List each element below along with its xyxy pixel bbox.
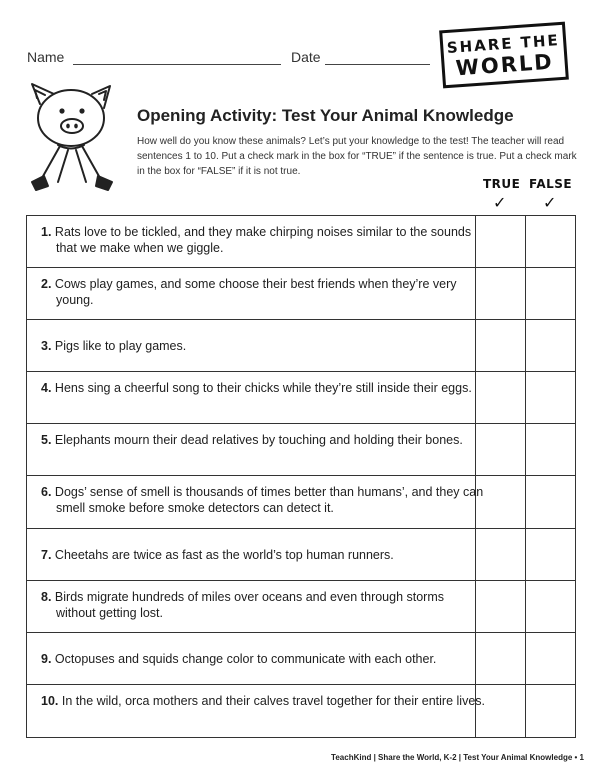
true-checkbox[interactable] bbox=[476, 216, 525, 267]
question-text: 5. Elephants mourn their dead relatives by touching and holding their bones. bbox=[41, 433, 463, 447]
name-label: Name bbox=[27, 49, 65, 65]
page-footer: TeachKind | Share the World, K-2 | Test Your Animal Knowledge • 1 bbox=[331, 753, 584, 762]
true-checkbox[interactable] bbox=[476, 529, 525, 580]
table-row bbox=[27, 216, 575, 268]
true-checkbox[interactable] bbox=[476, 320, 525, 371]
false-column-header: FALSE bbox=[529, 177, 573, 191]
true-checkbox[interactable] bbox=[476, 633, 525, 684]
question-text: 3. Pigs like to play games. bbox=[41, 339, 187, 353]
pig-illustration bbox=[18, 78, 126, 196]
false-checkbox[interactable] bbox=[526, 320, 575, 371]
false-checkbox[interactable] bbox=[526, 685, 575, 737]
table-row bbox=[27, 424, 575, 476]
table-row bbox=[27, 581, 575, 633]
false-checkbox[interactable] bbox=[526, 476, 575, 528]
table-row bbox=[27, 685, 575, 737]
date-label: Date bbox=[291, 49, 321, 65]
table-row bbox=[27, 529, 575, 581]
true-checkbox[interactable] bbox=[476, 476, 525, 528]
true-checkbox[interactable] bbox=[476, 424, 525, 475]
table-row bbox=[27, 320, 575, 372]
false-checkbox[interactable] bbox=[526, 581, 575, 632]
question-table bbox=[26, 215, 576, 738]
instructions: How well do you know these animals? Let’s put your knowledge to the test! The teacher will read sentences 1 to 10. Put a check mark in the box for “TRUE” if the sentence is true. Put a check mark in the box for “FALSE” if it is not true. bbox=[137, 136, 577, 177]
false-check-icon: ✓ bbox=[543, 193, 557, 212]
true-checkbox[interactable] bbox=[476, 581, 525, 632]
question-text: 10. In the wild, orca mothers and their calves travel together for their entire lives. bbox=[41, 694, 485, 708]
question-text: 1. Rats love to be tickled, and they make chirping noises similar to the sounds that we make when we giggle. bbox=[41, 225, 472, 255]
logo-line-2: WORLD bbox=[454, 49, 555, 81]
date-field[interactable] bbox=[325, 64, 430, 65]
share-the-world-logo bbox=[439, 22, 569, 89]
false-checkbox[interactable] bbox=[526, 216, 575, 267]
question-text: 7. Cheetahs are twice as fast as the world’s top human runners. bbox=[41, 548, 394, 562]
false-checkbox[interactable] bbox=[526, 424, 575, 475]
name-field[interactable] bbox=[73, 64, 281, 65]
table-row bbox=[27, 633, 575, 685]
question-text: 9. Octopuses and squids change color to communicate with each other. bbox=[41, 652, 437, 666]
false-checkbox[interactable] bbox=[526, 268, 575, 319]
table-row bbox=[27, 476, 575, 529]
question-text: 2. Cows play games, and some choose their best friends when they’re very young. bbox=[41, 277, 457, 307]
false-checkbox[interactable] bbox=[526, 529, 575, 580]
page-title: Opening Activity: Test Your Animal Knowledge bbox=[137, 106, 514, 125]
false-checkbox[interactable] bbox=[526, 633, 575, 684]
question-text: 8. Birds migrate hundreds of miles over oceans and even through storms without getting lost. bbox=[41, 590, 445, 620]
true-checkbox[interactable] bbox=[476, 372, 525, 423]
false-checkbox[interactable] bbox=[526, 372, 575, 423]
question-text: 4. Hens sing a cheerful song to their chicks while they’re still inside their eggs. bbox=[41, 381, 472, 395]
table-row bbox=[27, 372, 575, 424]
true-column-header: TRUE bbox=[483, 177, 521, 191]
table-row bbox=[27, 268, 575, 320]
true-check-icon: ✓ bbox=[493, 193, 507, 212]
logo-line-1: SHARE THE bbox=[446, 31, 561, 57]
true-checkbox[interactable] bbox=[476, 685, 525, 737]
question-text: 6. Dogs’ sense of smell is thousands of times better than humans’, and they can smell smoke before smoke detectors can detect it. bbox=[41, 485, 484, 515]
true-checkbox[interactable] bbox=[476, 268, 525, 319]
